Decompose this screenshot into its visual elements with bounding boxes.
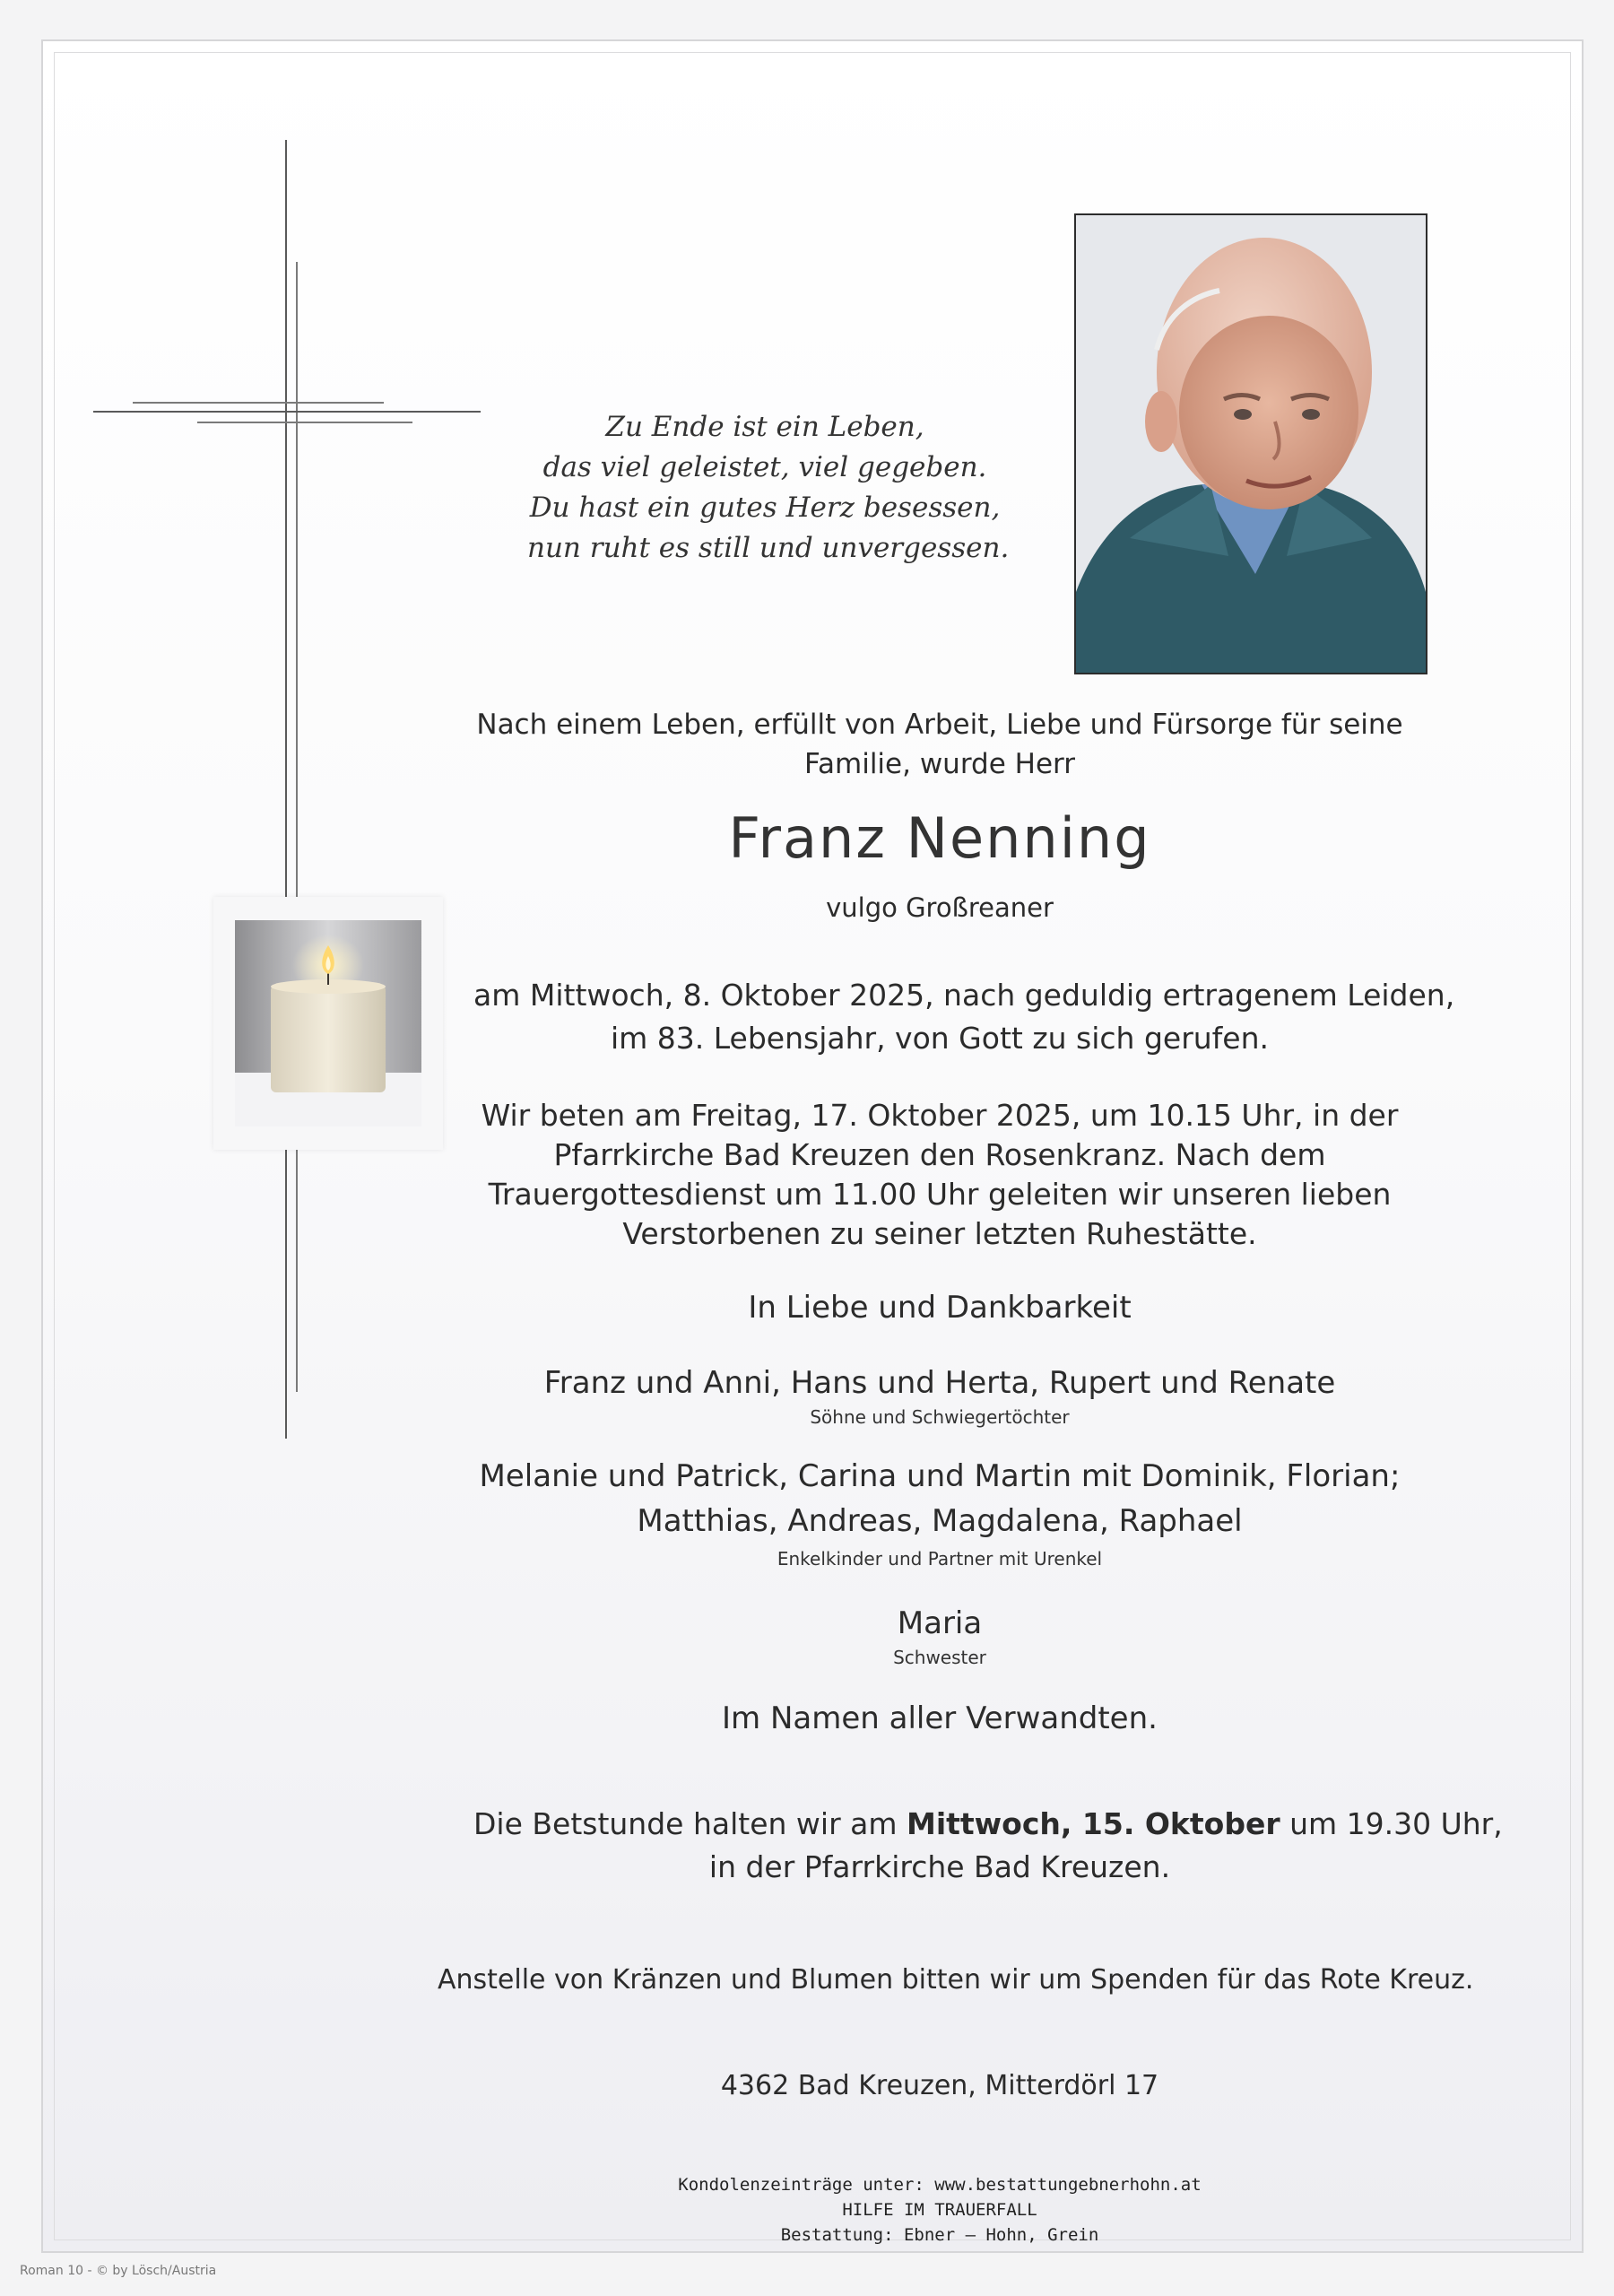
service-line: Verstorbenen zu seiner letzten Ruhestätte.: [622, 1216, 1257, 1251]
death-line: am Mittwoch, 8. Oktober 2025, nach geduldig ertragenem Leiden,: [473, 978, 1455, 1013]
prayer-info: [473, 1803, 1503, 1889]
death-notice: [473, 974, 1455, 1060]
grandchildren-line: Matthias, Andreas, Magdalena, Raphael: [637, 1503, 1243, 1539]
intro-line: Familie, wurde Herr: [804, 748, 1075, 780]
poem-line: Du hast ein gutes Herz besessen,: [529, 491, 1001, 524]
portrait-photo: [1074, 213, 1427, 674]
help-text: HILFE IM TRAUERFALL: [842, 2200, 1037, 2220]
deceased-name: Franz Nenning: [728, 805, 1151, 871]
sister-name: Maria: [897, 1605, 983, 1641]
poem-line: das viel geleistet, viel gegeben.: [542, 451, 987, 483]
obituary-card: [41, 39, 1584, 2253]
service-info: [473, 1096, 1406, 1254]
portrait-icon: [1076, 215, 1426, 673]
condolence-link[interactable]: Kondolenzeinträge unter: www.bestattungebnerhohn.at: [678, 2175, 1202, 2195]
sister-label: Schwester: [893, 1647, 986, 1668]
candle-icon: [235, 920, 421, 1126]
address: 4362 Bad Kreuzen, Mitterdörl 17: [720, 2070, 1159, 2101]
prayer-pre: Die Betstunde halten wir am: [473, 1806, 907, 1841]
children-label: Söhne und Schwiegertöchter: [810, 1406, 1070, 1428]
template-credit: Roman 10 - © by Lösch/Austria: [20, 2264, 217, 2278]
donation-text: Anstelle von Kränzen und Blumen bitten wir um Spenden für das Rote Kreuz.: [438, 1964, 1474, 1996]
candle-image: [213, 897, 443, 1150]
undertaker-text: Bestattung: Ebner – Hohn, Grein: [780, 2225, 1099, 2245]
footer: [473, 2172, 1406, 2248]
death-line: im 83. Lebensjahr, von Gott zu sich gerufen.: [610, 1021, 1270, 1056]
children-names: Franz und Anni, Hans und Herta, Rupert und Renate: [543, 1365, 1336, 1401]
grandchildren-line: Melanie und Patrick, Carina und Martin mit Dominik, Florian;: [479, 1458, 1401, 1494]
poem-line: nun ruht es still und unvergessen.: [527, 532, 1010, 564]
intro-line: Nach einem Leben, erfüllt von Arbeit, Liebe und Fürsorge für seine: [476, 709, 1403, 741]
deceased-nickname: vulgo Großreaner: [826, 892, 1054, 923]
service-line: Pfarrkirche Bad Kreuzen den Rosenkranz. Nach dem: [553, 1137, 1326, 1172]
service-line: Trauergottesdienst um 11.00 Uhr geleiten wir unseren lieben: [488, 1177, 1392, 1212]
closing-text: In Liebe und Dankbarkeit: [748, 1290, 1132, 1326]
relatives-text: Im Namen aller Verwandten.: [722, 1700, 1158, 1736]
prayer-line: in der Pfarrkirche Bad Kreuzen.: [708, 1849, 1171, 1884]
service-line: Wir beten am Freitag, 17. Oktober 2025, um 10.15 Uhr, in der: [481, 1098, 1399, 1133]
grandchildren-label: Enkelkinder und Partner mit Urenkel: [777, 1548, 1103, 1570]
prayer-post: um 19.30 Uhr,: [1280, 1806, 1503, 1841]
poem: [527, 407, 1010, 569]
prayer-date: Mittwoch, 15. Oktober: [906, 1806, 1280, 1841]
poem-line: Zu Ende ist ein Leben,: [605, 411, 924, 443]
intro-text: [473, 705, 1406, 784]
prayer-line: [473, 1803, 1503, 1846]
